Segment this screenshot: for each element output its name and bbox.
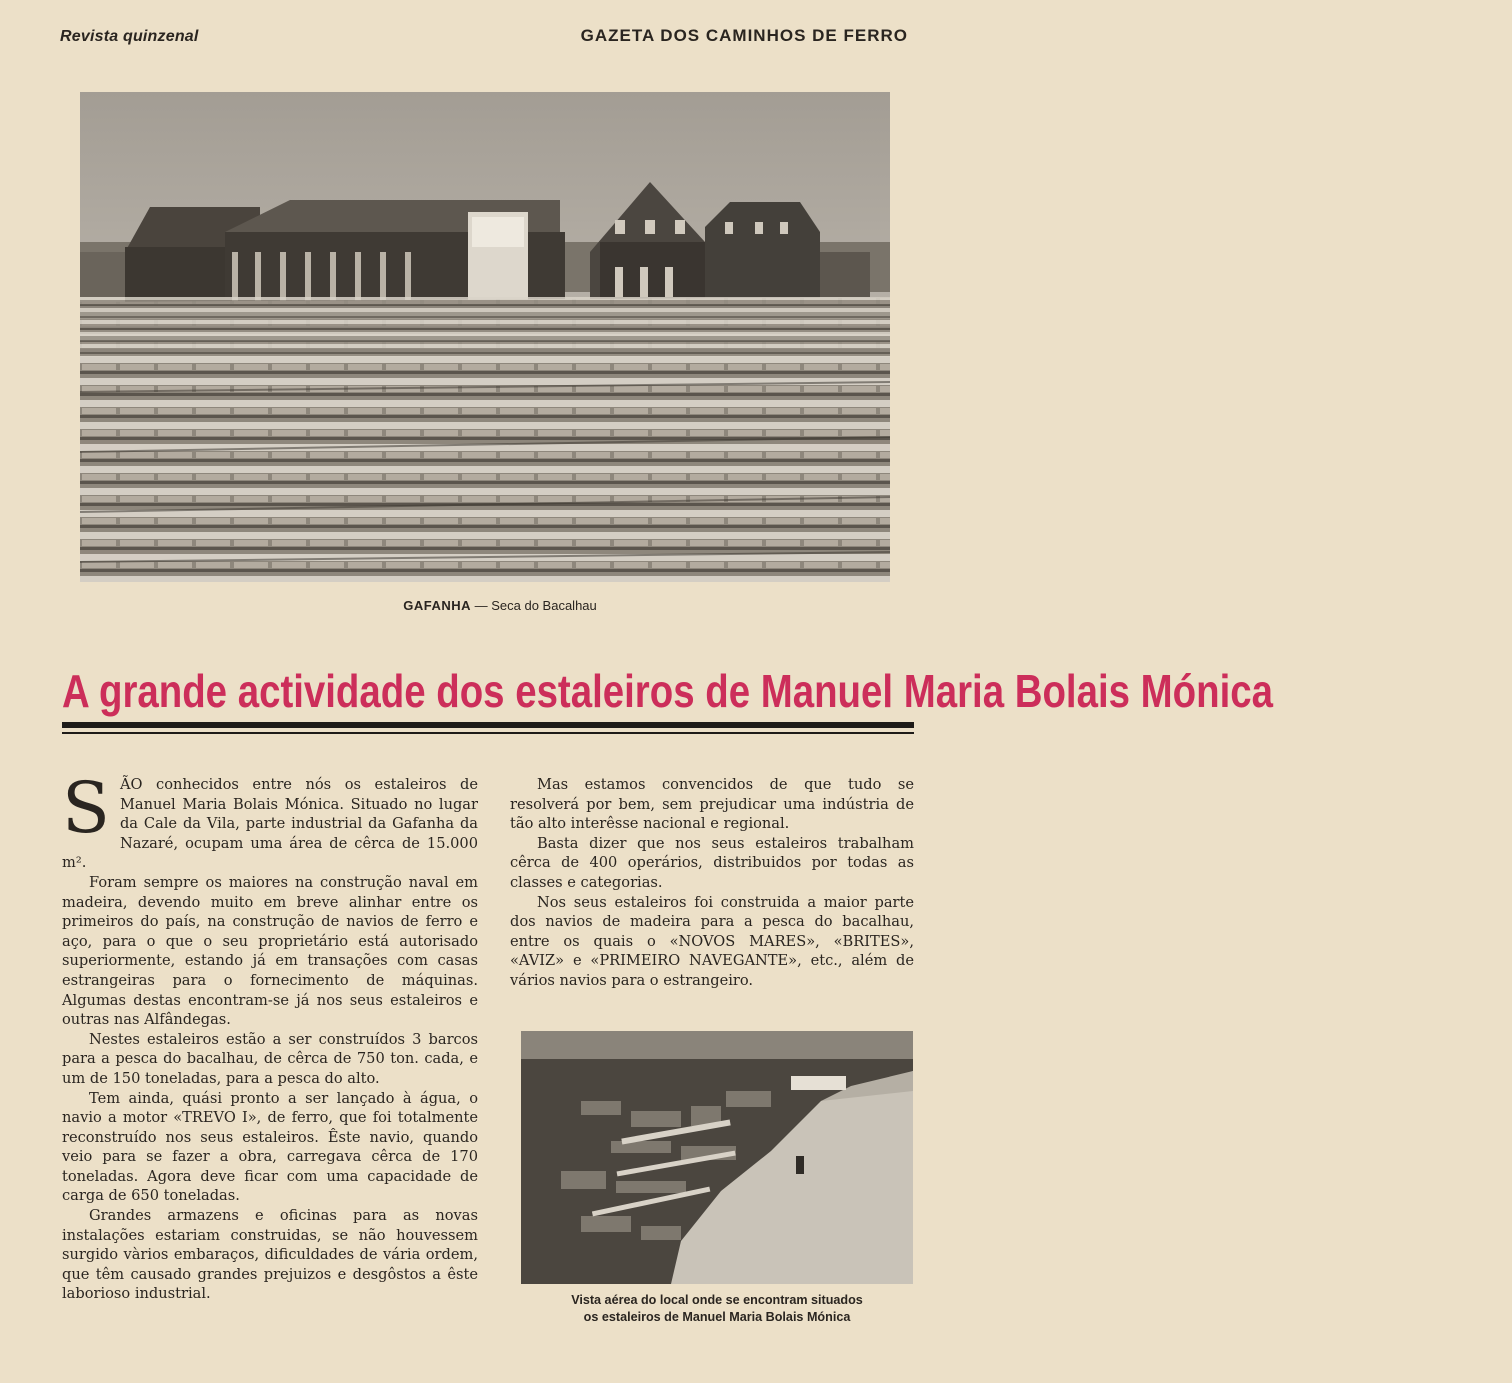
photo-aerial-shipyard [521, 1031, 913, 1284]
aerial-photo-caption [502, 1292, 932, 1326]
article-column-left [62, 767, 478, 1304]
paragraph-7: Basta dizer que nos seus estaleiros trabalham cêrca de 400 operários, distribuidos por todas as classes e categorias. [510, 834, 914, 891]
aerial-caption-line-2: os estaleiros de Manuel Maria Bolais Mónica [583, 1310, 851, 1324]
cod-drying-illustration [80, 92, 890, 582]
top-photo-caption [0, 598, 1000, 613]
headline-rule-thick [62, 722, 914, 728]
caption-description: — Seca do Bacalhau [471, 598, 597, 613]
paragraph-6: Mas estamos convencidos de que tudo se resolverá por bem, sem prejudicar uma indústria de tão alto interêsse nacional e regional. [510, 776, 914, 833]
paragraph-3: Nestes estaleiros estão a ser construídos 3 barcos para a pesca do bacalhau, de cêrca de 750 ton. cada, e um de 150 toneladas, para a pesca do alto. [62, 1030, 478, 1087]
paragraph-5: Grandes armazens e oficinas para as novas instalações estariam construidas, se não houvessem surgido vàrios embaraços, dificuldades de vária ordem, que têm causado grandes prejuizos e desgôstos a êste laborioso industrial. [62, 1207, 478, 1303]
aerial-caption-line-1: Vista aérea do local onde se encontram situados [571, 1293, 863, 1307]
paragraph-1 [62, 767, 478, 873]
article-headline-box [62, 662, 1273, 720]
running-header-right: GAZETA DOS CAMINHOS DE FERRO [580, 26, 908, 45]
running-header-left: Revista quinzenal [60, 28, 199, 45]
paragraph-1-text: ÃO conhecidos entre nós os estaleiros de Manuel Maria Bolais Mónica. Situado no lugar da Cale da Vila, parte industrial da Gafanha da Nazaré, ocupam uma área de cêrca de 15.000 m². [62, 776, 478, 872]
paragraph-4: Tem ainda, quási pronto a ser lançado à água, o navio a motor «TREVO I», de ferro, que foi totalmente reconstruído nos seus estaleiros. Êste navio, quando veio para se fazer a obra, carregava cêrca de 170 toneladas. Agora deve ficar com uma capacidade de carga de 650 toneladas. [62, 1089, 478, 1205]
paragraph-8: Nos seus estaleiros foi construida a maior parte dos navios de madeira para a pesca do bacalhau, entre os quais o «NOVOS MARES», «BRITES», «AVIZ» e «PRIMEIRO NAVEGANTE», etc., além de vários navios para o estrangeiro. [510, 893, 914, 989]
article-headline: A grande actividade dos estaleiros de Manuel Maria Bolais Mónica [62, 665, 1273, 717]
paragraph-2: Foram sempre os maiores na construção naval em madeira, devendo muito em breve alinhar entre os primeiros do país, na construção de navios de ferro e aço, para o que o seu proprietário está autorisado superiormente, estando já em transações com casas estrangeiras para o fornecimento de máquinas. Algumas destas encontram-se já nos seus estaleiros e outras nas Alfândegas. [62, 873, 478, 1029]
drop-cap: S [62, 767, 110, 849]
aerial-view-illustration [521, 1031, 913, 1284]
caption-place: GAFANHA [403, 598, 472, 613]
headline-rule-thin [62, 732, 914, 734]
article-column-right [510, 775, 914, 991]
photo-cod-drying-field [80, 92, 890, 582]
